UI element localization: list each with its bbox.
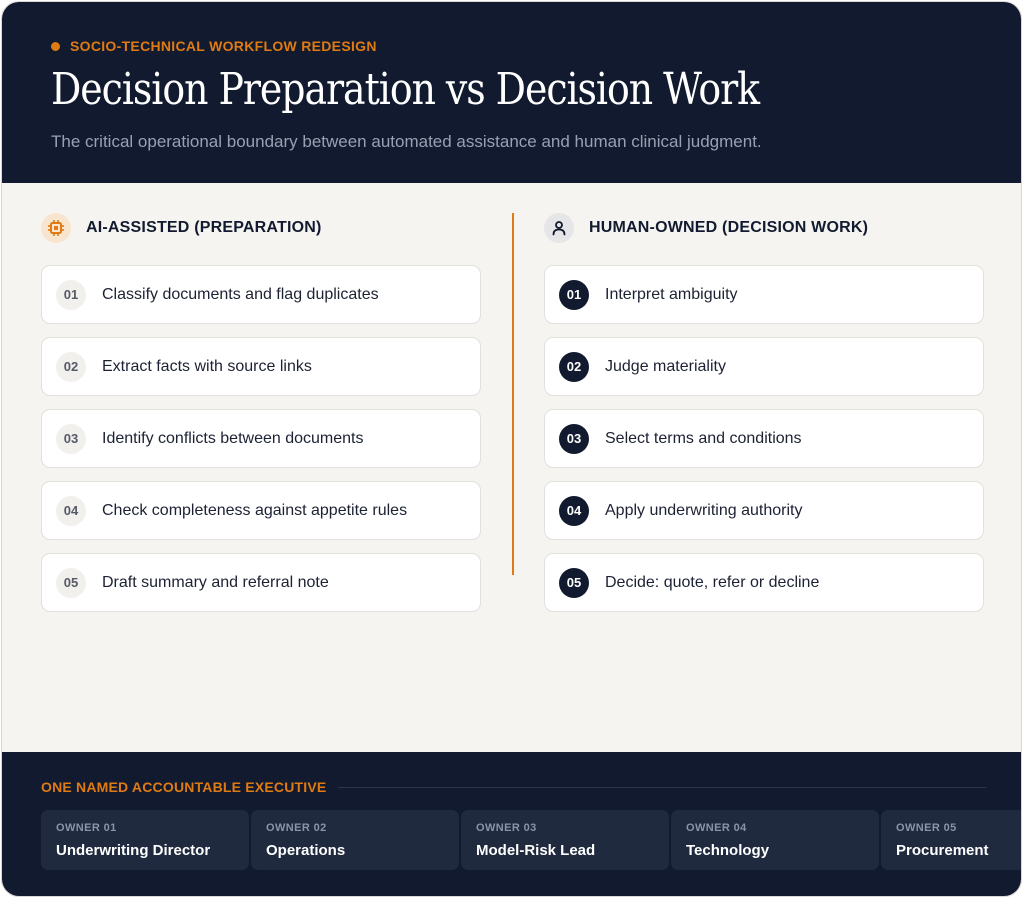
footer-title: ONE NAMED ACCOUNTABLE EXECUTIVE	[41, 779, 327, 795]
chip-icon	[41, 213, 71, 243]
step-text: Draft summary and referral note	[102, 573, 329, 591]
step-number: 05	[56, 568, 86, 598]
owner-name: Operations	[266, 842, 346, 859]
step-text: Judge materiality	[605, 357, 726, 375]
step-text: Apply underwriting authority	[605, 501, 803, 519]
page-subtitle: The critical operational boundary between automated assistance and human clinical judgment.	[51, 132, 762, 151]
owner-name: Technology	[686, 842, 770, 859]
eyebrow-label: SOCIO-TECHNICAL WORKFLOW REDESIGN	[70, 38, 377, 54]
owner-name: Model-Risk Lead	[476, 842, 596, 859]
person-icon	[544, 213, 574, 243]
step-number: 04	[559, 496, 589, 526]
human-step-item	[544, 409, 984, 468]
step-number: 01	[559, 280, 589, 310]
step-text: Check completeness against appetite rules	[102, 501, 408, 519]
step-number: 02	[559, 352, 589, 382]
step-text: Extract facts with source links	[102, 357, 312, 375]
step-number: 02	[56, 352, 86, 382]
step-text: Identify conflicts between documents	[102, 429, 364, 447]
footer-divider	[338, 787, 986, 788]
ai-step-item	[41, 553, 481, 612]
human-step-item	[544, 553, 984, 612]
slide-card	[1, 1, 1022, 897]
ai-step-item	[41, 337, 481, 396]
ai-step-item	[41, 481, 481, 540]
owner-list	[41, 810, 1022, 870]
page-title: Decision Preparation vs Decision Work	[51, 64, 760, 115]
owner-name: Underwriting Director	[56, 842, 211, 859]
human-column-title: HUMAN-OWNED (DECISION WORK)	[589, 219, 869, 236]
step-number: 04	[56, 496, 86, 526]
eyebrow-dot-icon	[51, 42, 60, 51]
eyebrow	[51, 38, 377, 54]
ai-column-header	[41, 213, 481, 243]
owner-label: OWNER 02	[266, 822, 327, 834]
owner-label: OWNER 01	[56, 822, 117, 834]
step-text: Select terms and conditions	[605, 429, 802, 447]
owner-card	[881, 810, 1022, 870]
header	[2, 2, 1021, 183]
human-owned-column	[544, 213, 984, 625]
step-number: 03	[559, 424, 589, 454]
owner-card	[671, 810, 879, 870]
owner-label: OWNER 03	[476, 822, 537, 834]
human-step-item	[544, 265, 984, 324]
owner-card	[461, 810, 669, 870]
human-step-item	[544, 481, 984, 540]
human-step-item	[544, 337, 984, 396]
human-column-header	[544, 213, 984, 243]
owner-label: OWNER 04	[686, 822, 747, 834]
owner-card	[41, 810, 249, 870]
step-number: 01	[56, 280, 86, 310]
step-text: Classify documents and flag duplicates	[102, 285, 379, 303]
ai-column-title: AI-ASSISTED (PREPARATION)	[86, 219, 322, 236]
owner-name: Procurement	[896, 842, 989, 859]
footer-header	[41, 779, 986, 795]
step-number: 03	[56, 424, 86, 454]
step-number: 05	[559, 568, 589, 598]
ai-assisted-column	[41, 213, 481, 625]
ai-step-item	[41, 409, 481, 468]
owner-card	[251, 810, 459, 870]
owner-label: OWNER 05	[896, 822, 957, 834]
step-text: Interpret ambiguity	[605, 285, 738, 303]
step-text: Decide: quote, refer or decline	[605, 573, 820, 591]
footer	[2, 752, 1021, 897]
ai-step-item	[41, 265, 481, 324]
column-divider	[512, 213, 514, 575]
